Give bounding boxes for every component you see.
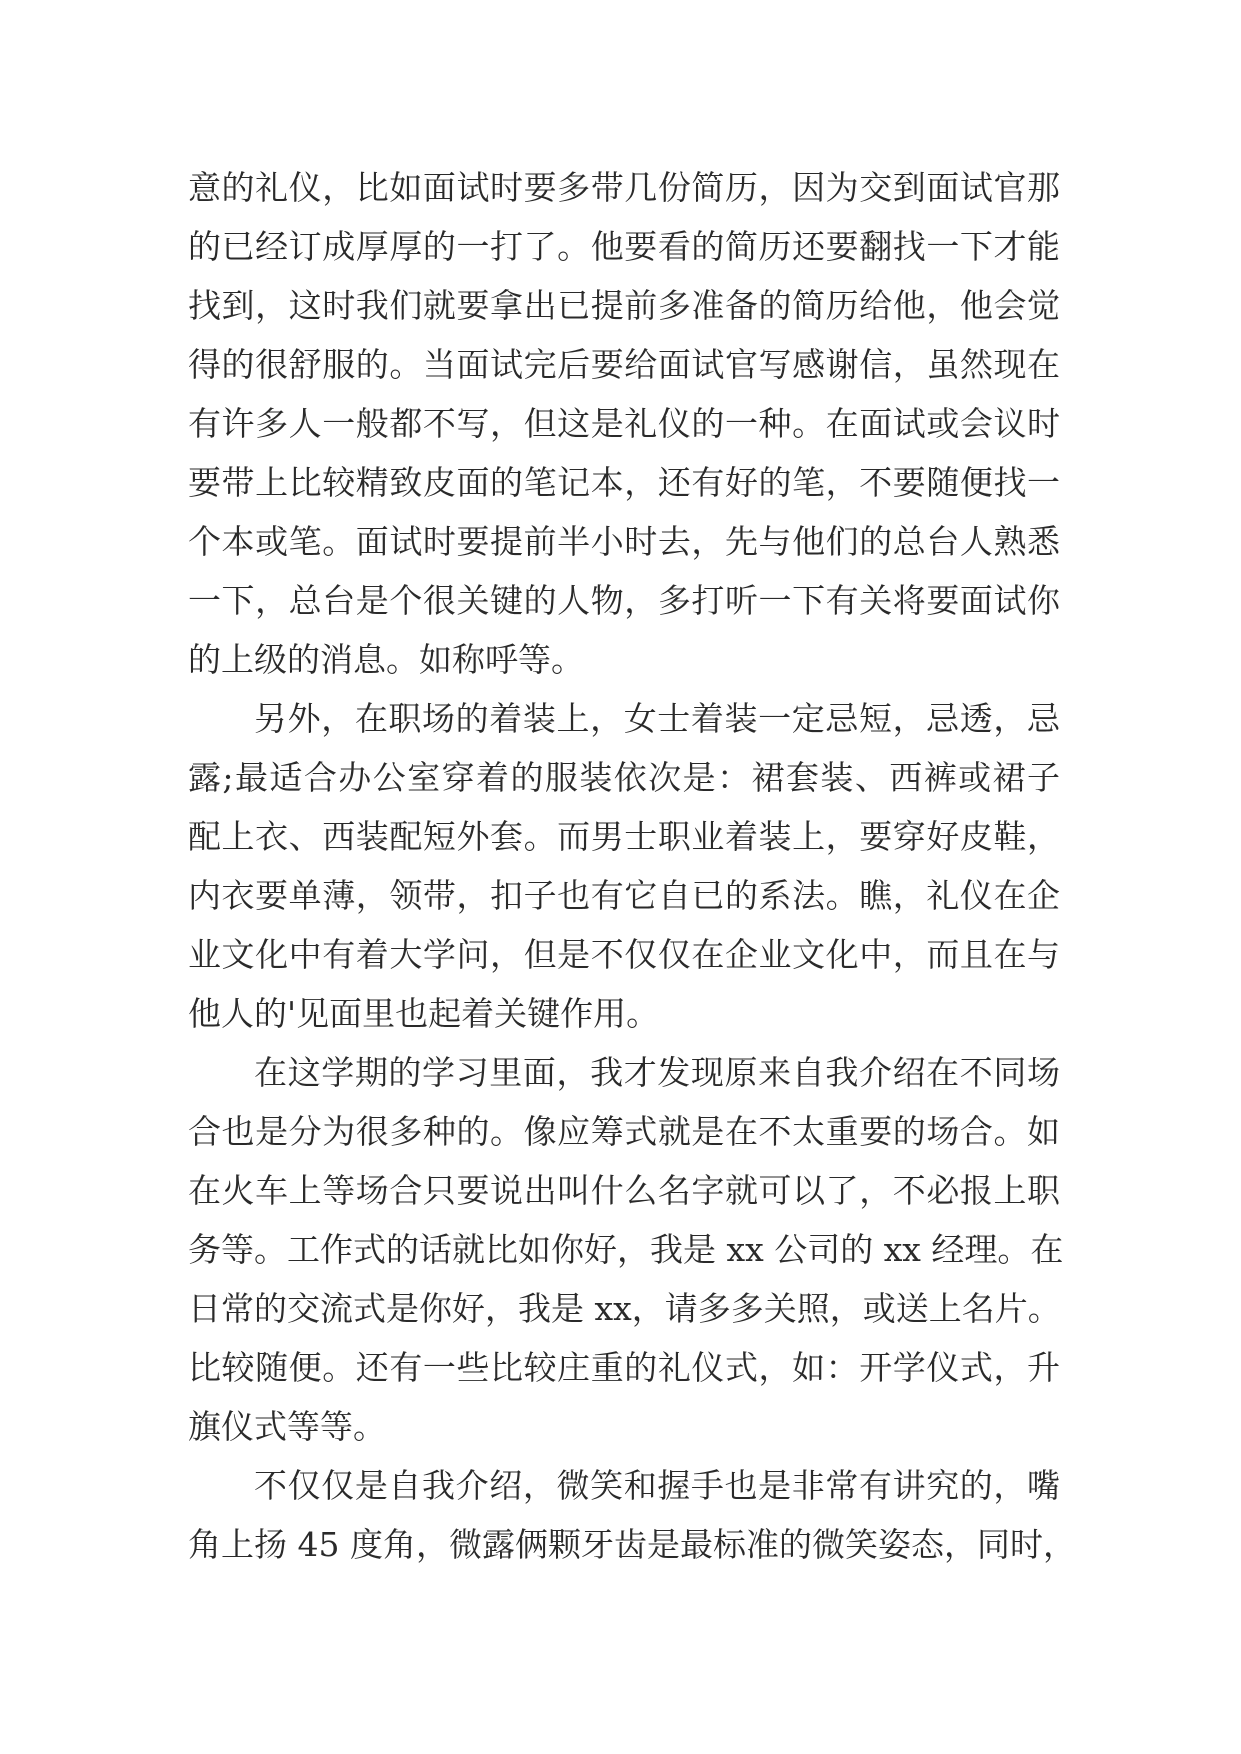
- text-line: 露;最适合办公室穿着的服装依次是：裙套装、西裤或裙子: [188, 758, 1060, 797]
- paragraph: [188, 689, 1060, 1043]
- text-line: 个本或笔。面试时要提前半小时去，先与他们的总台人熟悉: [188, 522, 1060, 561]
- text-line: 业文化中有着大学问，但是不仅仅在企业文化中，而且在与: [188, 935, 1060, 974]
- text-line: 有许多人一般都不写，但这是礼仪的一种。在面试或会议时: [188, 404, 1060, 443]
- text-line: 意的礼仪，比如面试时要多带几份简历，因为交到面试官那: [188, 168, 1060, 207]
- text-line: 务等。工作式的话就比如你好，我是 xx 公司的 xx 经理。在: [188, 1230, 1064, 1269]
- text-line: 一下，总台是个很关键的人物，多打听一下有关将要面试你: [188, 581, 1060, 620]
- text-line: 的上级的消息。如称呼等。: [188, 640, 584, 679]
- paragraph: [188, 158, 1060, 689]
- text-line: 另外，在职场的着装上，女士着装一定忌短，忌透，忌: [254, 699, 1060, 738]
- text-line: 不仅仅是自我介绍，微笑和握手也是非常有讲究的，嘴: [254, 1466, 1060, 1505]
- text-line: 日常的交流式是你好，我是 xx，请多多关照，或送上名片。: [188, 1289, 1061, 1328]
- text-line: 要带上比较精致皮面的笔记本，还有好的笔，不要随便找一: [188, 463, 1060, 502]
- text-line: 旗仪式等等。: [188, 1407, 386, 1446]
- paragraph: [188, 1043, 1064, 1456]
- text-line: 在这学期的学习里面，我才发现原来自我介绍在不同场: [254, 1053, 1060, 1092]
- text-line: 比较随便。还有一些比较庄重的礼仪式，如：开学仪式，升: [188, 1348, 1060, 1387]
- text-line: 他人的'见面里也起着关键作用。: [188, 994, 660, 1033]
- text-line: 内衣要单薄，领带，扣子也有它自已的系法。瞧，礼仪在企: [188, 876, 1060, 915]
- text-line: 配上衣、西装配短外套。而男士职业着装上，要穿好皮鞋，: [188, 817, 1060, 856]
- text-line: 得的很舒服的。当面试完后要给面试官写感谢信，虽然现在: [188, 345, 1060, 384]
- text-line: 找到，这时我们就要拿出已提前多准备的简历给他，他会觉: [188, 286, 1060, 325]
- text-line: 在火车上等场合只要说出叫什么名字就可以了，不必报上职: [188, 1171, 1060, 1210]
- text-line: 合也是分为很多种的。像应筹式就是在不太重要的场合。如: [188, 1112, 1060, 1151]
- text-line: 的已经订成厚厚的一打了。他要看的简历还要翻找一下才能: [188, 227, 1060, 266]
- paragraph: [188, 1456, 1076, 1574]
- text-line: 角上扬 45 度角，微露俩颗牙齿是最标准的微笑姿态，同时，: [188, 1525, 1076, 1564]
- document-body: [188, 158, 1076, 1574]
